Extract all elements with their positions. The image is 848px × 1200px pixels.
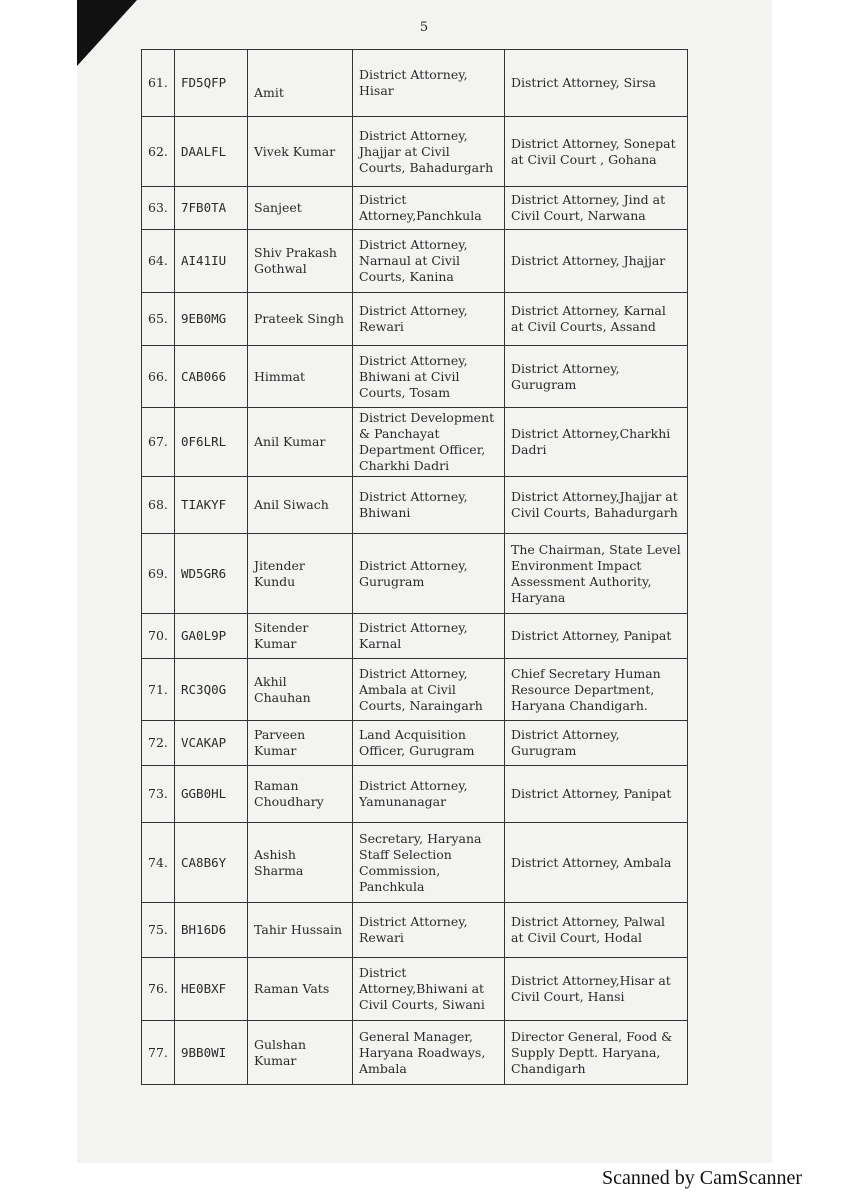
serial-number: 72. xyxy=(142,721,175,766)
to-posting: The Chairman, State Level Environment Impact Assessment Authority, Haryana xyxy=(505,534,688,614)
employee-code: HE0BXF xyxy=(175,958,248,1021)
employee-code: WD5GR6 xyxy=(175,534,248,614)
employee-name: Gulshan Kumar xyxy=(248,1021,353,1085)
employee-code: AI41IU xyxy=(175,230,248,293)
serial-number: 69. xyxy=(142,534,175,614)
to-posting: District Attorney,Hisar at Civil Court, Hansi xyxy=(505,958,688,1021)
serial-number: 64. xyxy=(142,230,175,293)
serial-number: 75. xyxy=(142,903,175,958)
page-number: 5 xyxy=(419,20,429,35)
to-posting: District Attorney, Gurugram xyxy=(505,721,688,766)
employee-code: GGB0HL xyxy=(175,766,248,823)
employee-code: 0F6LRL xyxy=(175,408,248,477)
employee-name: Shiv Prakash Gothwal xyxy=(248,230,353,293)
from-posting: District Attorney, Jhajjar at Civil Courts, Bahadurgarh xyxy=(353,117,505,187)
to-posting: District Attorney,Charkhi Dadri xyxy=(505,408,688,477)
to-posting: District Attorney, Ambala xyxy=(505,823,688,903)
employee-code: CA8B6Y xyxy=(175,823,248,903)
employee-code: 9BB0WI xyxy=(175,1021,248,1085)
table-row xyxy=(142,477,688,534)
employee-name: Raman Vats xyxy=(248,958,353,1021)
serial-number: 71. xyxy=(142,659,175,721)
employee-name: Ashish Sharma xyxy=(248,823,353,903)
table-row xyxy=(142,293,688,346)
transfer-table xyxy=(141,49,688,1085)
to-posting: District Attorney, Sirsa xyxy=(505,50,688,117)
from-posting: District Attorney, Bhiwani xyxy=(353,477,505,534)
serial-number: 70. xyxy=(142,614,175,659)
to-posting: District Attorney, Jind at Civil Court, Narwana xyxy=(505,187,688,230)
to-posting: District Attorney,Jhajjar at Civil Courts, Bahadurgarh xyxy=(505,477,688,534)
serial-number: 74. xyxy=(142,823,175,903)
employee-code: GA0L9P xyxy=(175,614,248,659)
employee-name: Akhil Chauhan xyxy=(248,659,353,721)
table-row xyxy=(142,408,688,477)
serial-number: 63. xyxy=(142,187,175,230)
employee-code: DAALFL xyxy=(175,117,248,187)
employee-name: Anil Kumar xyxy=(248,408,353,477)
employee-name: Sitender Kumar xyxy=(248,614,353,659)
serial-number: 77. xyxy=(142,1021,175,1085)
table-row xyxy=(142,50,688,117)
to-posting: District Attorney, Jhajjar xyxy=(505,230,688,293)
employee-code: BH16D6 xyxy=(175,903,248,958)
employee-code: 9EB0MG xyxy=(175,293,248,346)
from-posting: District Attorney,Panchkula xyxy=(353,187,505,230)
serial-number: 76. xyxy=(142,958,175,1021)
from-posting: Secretary, Haryana Staff Selection Commission, Panchkula xyxy=(353,823,505,903)
employee-name: Vivek Kumar xyxy=(248,117,353,187)
employee-code: 7FB0TA xyxy=(175,187,248,230)
employee-name: Amit xyxy=(248,50,353,117)
from-posting: General Manager, Haryana Roadways, Ambala xyxy=(353,1021,505,1085)
to-posting: Chief Secretary Human Resource Department, Haryana Chandigarh. xyxy=(505,659,688,721)
employee-name: Anil Siwach xyxy=(248,477,353,534)
serial-number: 73. xyxy=(142,766,175,823)
employee-code: RC3Q0G xyxy=(175,659,248,721)
table-row xyxy=(142,117,688,187)
from-posting: District Attorney, Rewari xyxy=(353,903,505,958)
to-posting: District Attorney, Sonepat at Civil Court , Gohana xyxy=(505,117,688,187)
table-row xyxy=(142,187,688,230)
to-posting: Director General, Food & Supply Deptt. Haryana, Chandigarh xyxy=(505,1021,688,1085)
from-posting: District Attorney, Bhiwani at Civil Courts, Tosam xyxy=(353,346,505,408)
from-posting: Land Acquisition Officer, Gurugram xyxy=(353,721,505,766)
employee-name: Sanjeet xyxy=(248,187,353,230)
table-row xyxy=(142,903,688,958)
table-row xyxy=(142,823,688,903)
serial-number: 67. xyxy=(142,408,175,477)
to-posting: District Attorney, Panipat xyxy=(505,614,688,659)
serial-number: 68. xyxy=(142,477,175,534)
from-posting: District Attorney, Narnaul at Civil Courts, Kanina xyxy=(353,230,505,293)
from-posting: District Attorney, Hisar xyxy=(353,50,505,117)
employee-name: Tahir Hussain xyxy=(248,903,353,958)
table-row xyxy=(142,346,688,408)
employee-name: Parveen Kumar xyxy=(248,721,353,766)
employee-code: CAB066 xyxy=(175,346,248,408)
serial-number: 65. xyxy=(142,293,175,346)
table-row xyxy=(142,534,688,614)
employee-name: Jitender Kundu xyxy=(248,534,353,614)
from-posting: District Attorney,Bhiwani at Civil Courts, Siwani xyxy=(353,958,505,1021)
to-posting: District Attorney, Panipat xyxy=(505,766,688,823)
employee-name: Prateek Singh xyxy=(248,293,353,346)
serial-number: 62. xyxy=(142,117,175,187)
table-row xyxy=(142,1021,688,1085)
from-posting: District Attorney, Yamunanagar xyxy=(353,766,505,823)
employee-name: Raman Choudhary xyxy=(248,766,353,823)
from-posting: District Development & Panchayat Department Officer, Charkhi Dadri xyxy=(353,408,505,477)
from-posting: District Attorney, Ambala at Civil Courts, Naraingarh xyxy=(353,659,505,721)
to-posting: District Attorney, Gurugram xyxy=(505,346,688,408)
employee-name: Himmat xyxy=(248,346,353,408)
table-row xyxy=(142,766,688,823)
to-posting: District Attorney, Palwal at Civil Court, Hodal xyxy=(505,903,688,958)
from-posting: District Attorney, Karnal xyxy=(353,614,505,659)
to-posting: District Attorney, Karnal at Civil Courts, Assand xyxy=(505,293,688,346)
scanner-watermark: Scanned by CamScanner xyxy=(602,1167,802,1189)
table-row xyxy=(142,721,688,766)
employee-code: VCAKAP xyxy=(175,721,248,766)
employee-code: FD5QFP xyxy=(175,50,248,117)
from-posting: District Attorney, Gurugram xyxy=(353,534,505,614)
table-row xyxy=(142,614,688,659)
serial-number: 61. xyxy=(142,50,175,117)
table-row xyxy=(142,230,688,293)
employee-code: TIAKYF xyxy=(175,477,248,534)
from-posting: District Attorney, Rewari xyxy=(353,293,505,346)
serial-number: 66. xyxy=(142,346,175,408)
table-row xyxy=(142,958,688,1021)
table-row xyxy=(142,659,688,721)
